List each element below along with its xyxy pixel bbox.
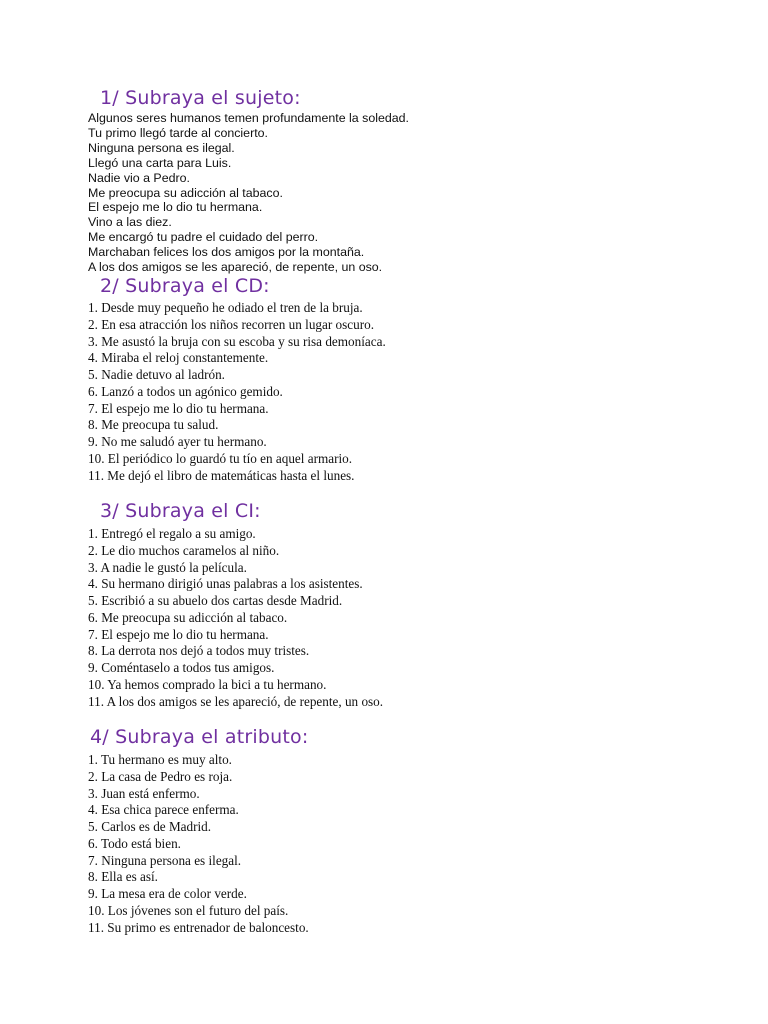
list-item: 9. No me saludó ayer tu hermano.	[88, 434, 267, 449]
list-item: 10. Los jóvenes son el futuro del país.	[88, 902, 289, 918]
section-3-heading: 3/ Subraya el CI:	[100, 500, 261, 522]
list-item: 2. La casa de Pedro es roja.	[88, 768, 233, 784]
list-item: 11. Su primo es entrenador de baloncesto.	[88, 919, 309, 935]
list-item: 6. Lanzó a todos un agónico gemido.	[88, 383, 283, 399]
list-item: 2. Le dio muchos caramelos al niño.	[88, 542, 280, 558]
section-1-heading: 1/ Subraya el sujeto:	[100, 87, 301, 109]
list-item: 7. Ninguna persona es ilegal.	[88, 852, 242, 868]
list-item: Nadie vio a Pedro.	[88, 170, 190, 185]
list-item: Me preocupa su adicción al tabaco.	[88, 185, 283, 200]
section-4-list	[88, 752, 309, 936]
list-item: 10. Ya hemos comprado la bici a tu hermano.	[88, 676, 327, 692]
list-item: 6. Me preocupa su adicción al tabaco.	[88, 609, 288, 625]
list-item: 3. A nadie le gustó la película.	[88, 559, 247, 575]
list-item: Ninguna persona es ilegal.	[88, 140, 235, 155]
list-item: 2. En esa atracción los niños recorren un lugar oscuro.	[88, 316, 374, 332]
list-item: 4. Miraba el reloj constantemente.	[88, 350, 269, 366]
section-2-heading: 2/ Subraya el CD:	[100, 275, 270, 297]
list-item: 4. Su hermano dirigió unas palabras a los asistentes.	[88, 576, 363, 592]
list-item: 9. Coméntaselo a todos tus amigos.	[88, 660, 275, 675]
list-item: 1. Tu hermano es muy alto.	[88, 752, 232, 767]
list-item: Llegó una carta para Luis.	[88, 155, 232, 170]
list-item: 9. La mesa era de color verde.	[88, 886, 247, 901]
list-item: 11. A los dos amigos se les apareció, de repente, un oso.	[88, 693, 384, 709]
list-item: 6. Todo está bien.	[88, 835, 181, 851]
list-item: A los dos amigos se les apareció, de repente, un oso.	[88, 260, 383, 275]
list-item: El espejo me lo dio tu hermana.	[88, 200, 263, 215]
list-item: 5. Carlos es de Madrid.	[88, 819, 212, 834]
list-item: 10. El periódico lo guardó tu tío en aquel armario.	[88, 450, 353, 466]
section-2-list	[88, 300, 386, 484]
list-item: 8. La derrota nos dejó a todos muy tristes.	[88, 643, 310, 659]
list-item: 7. El espejo me lo dio tu hermana.	[88, 626, 269, 642]
list-item: 8. Ella es así.	[88, 869, 158, 885]
list-item: Vino a las diez.	[88, 215, 172, 230]
list-item: 3. Me asustó la bruja con su escoba y su risa demoníaca.	[88, 333, 386, 349]
list-item: 7. El espejo me lo dio tu hermana.	[88, 400, 269, 416]
list-item: 5. Escribió a su abuelo dos cartas desde Madrid.	[88, 593, 343, 608]
list-item: Marchaban felices los dos amigos por la montaña.	[88, 245, 365, 260]
list-item: 1. Entregó el regalo a su amigo.	[88, 526, 256, 541]
list-item: Tu primo llegó tarde al concierto.	[88, 125, 268, 140]
list-item: 11. Me dejó el libro de matemáticas hasta el lunes.	[88, 467, 355, 483]
list-item: 8. Me preocupa tu salud.	[88, 417, 219, 433]
list-item: Algunos seres humanos temen profundamente la soledad.	[88, 111, 409, 125]
section-4-heading: 4/ Subraya el atributo:	[90, 726, 309, 748]
list-item: 3. Juan está enfermo.	[88, 785, 200, 801]
section-3-list	[88, 526, 383, 710]
list-item: 1. Desde muy pequeño he odiado el tren de la bruja.	[88, 300, 363, 315]
list-item: 4. Esa chica parece enferma.	[88, 802, 239, 818]
section-1-list	[88, 111, 409, 275]
list-item: Me encargó tu padre el cuidado del perro.	[88, 230, 319, 245]
list-item: 5. Nadie detuvo al ladrón.	[88, 367, 225, 382]
